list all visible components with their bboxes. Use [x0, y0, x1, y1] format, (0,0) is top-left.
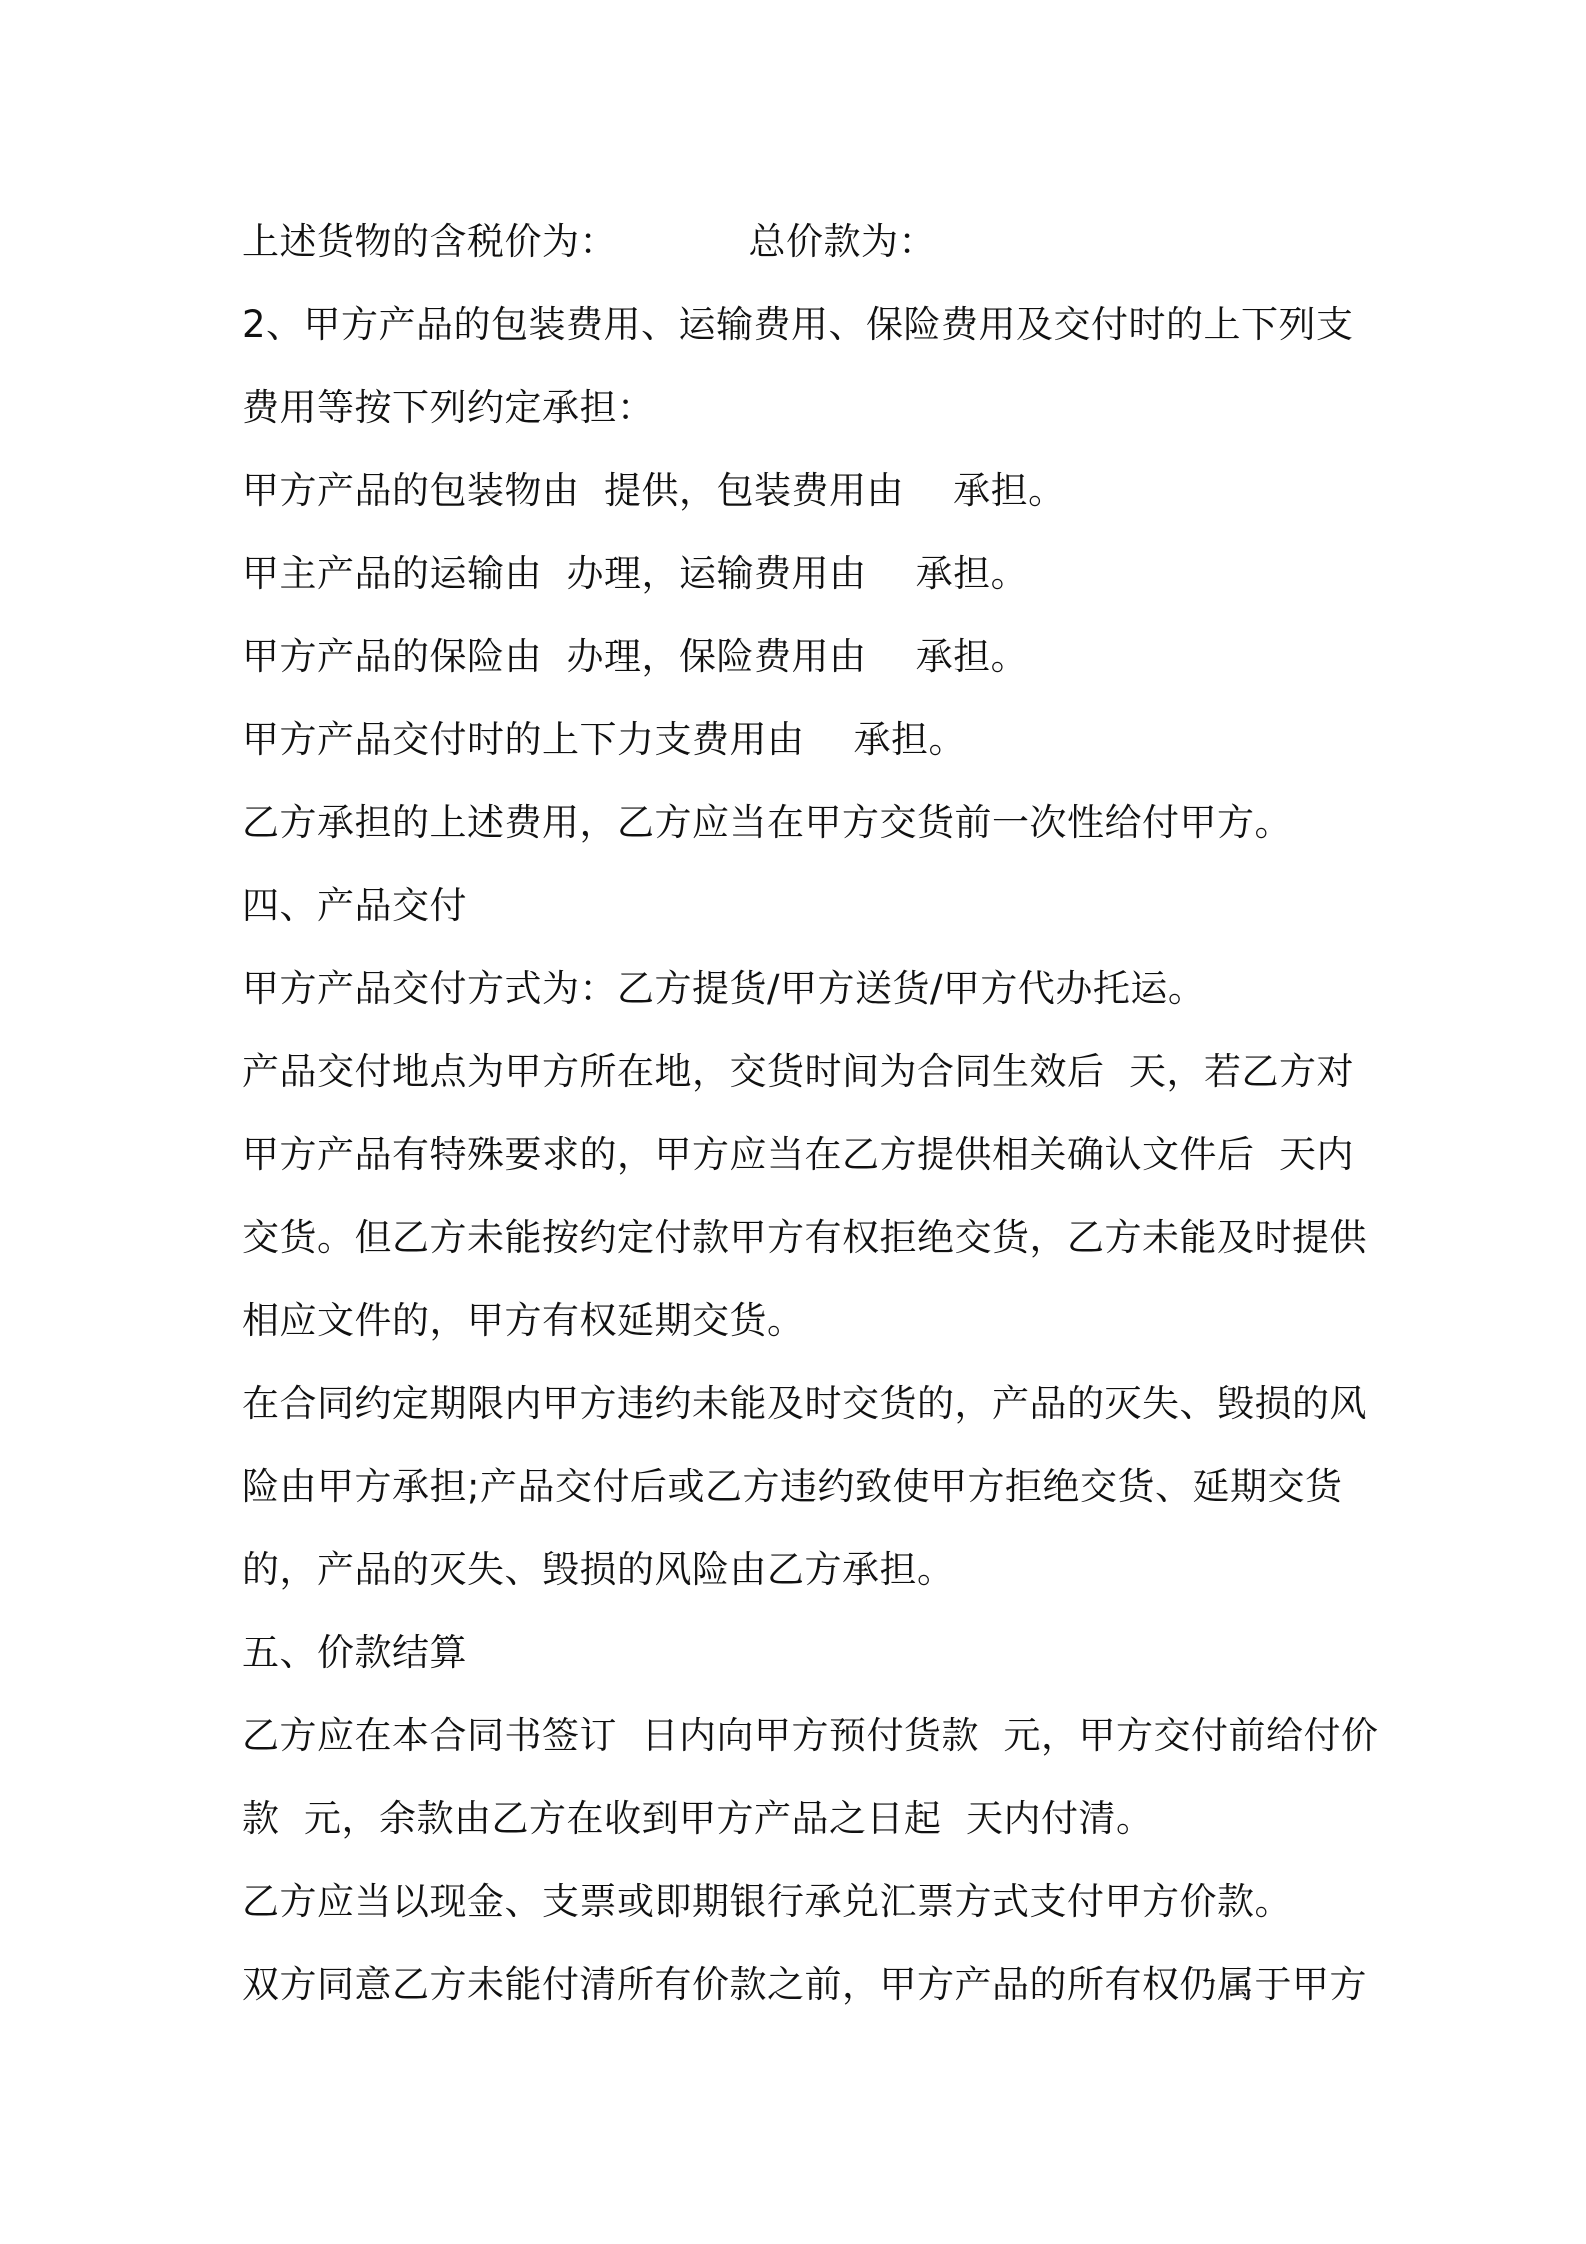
text-line: 甲方产品的保险由 办理，保险费用由 承担。	[242, 635, 1029, 678]
section-heading: 四、产品交付	[242, 884, 467, 927]
text-line: 产品交付地点为甲方所在地，交货时间为合同生效后 天，若乙方对	[242, 1050, 1355, 1093]
text-line: 险由甲方承担;产品交付后或乙方违约致使甲方拒绝交货、延期交货	[242, 1465, 1343, 1508]
text-line: 2、甲方产品的包装费用、运输费用、保险费用及交付时的上下列支	[242, 303, 1354, 346]
text-line: 相应文件的，甲方有权延期交货。	[242, 1299, 805, 1342]
text-line: 乙方承担的上述费用，乙方应当在甲方交货前一次性给付甲方。	[242, 801, 1292, 844]
text-line: 乙方应当以现金、支票或即期银行承兑汇票方式支付甲方价款。	[242, 1880, 1292, 1923]
text-line: 款 元，余款由乙方在收到甲方产品之日起 天内付清。	[242, 1797, 1154, 1840]
text-line: 甲方产品交付时的上下力支费用由 承担。	[242, 718, 967, 761]
section-heading: 五、价款结算	[242, 1631, 467, 1674]
text-line: 甲方产品的包装物由 提供，包装费用由 承担。	[242, 469, 1066, 512]
text-line: 交货。但乙方未能按约定付款甲方有权拒绝交货，乙方未能及时提供	[242, 1216, 1367, 1259]
document-body	[242, 200, 1379, 2026]
text-line: 甲方产品交付方式为：乙方提货/甲方送货/甲方代办托运。	[242, 967, 1206, 1010]
text-line: 费用等按下列约定承担：	[242, 386, 655, 429]
text-line: 双方同意乙方未能付清所有价款之前，甲方产品的所有权仍属于甲方	[242, 1963, 1367, 2006]
text-line: 乙方应在本合同书签订 日内向甲方预付货款 元，甲方交付前给付价	[242, 1714, 1379, 1757]
text-line: 甲主产品的运输由 办理，运输费用由 承担。	[242, 552, 1029, 595]
text-line: 的，产品的灭失、毁损的风险由乙方承担。	[242, 1548, 955, 1591]
text-line: 上述货物的含税价为： 总价款为：	[242, 220, 936, 263]
text-line: 在合同约定期限内甲方违约未能及时交货的，产品的灭失、毁损的风	[242, 1382, 1367, 1425]
text-line: 甲方产品有特殊要求的，甲方应当在乙方提供相关确认文件后 天内	[242, 1133, 1355, 1176]
